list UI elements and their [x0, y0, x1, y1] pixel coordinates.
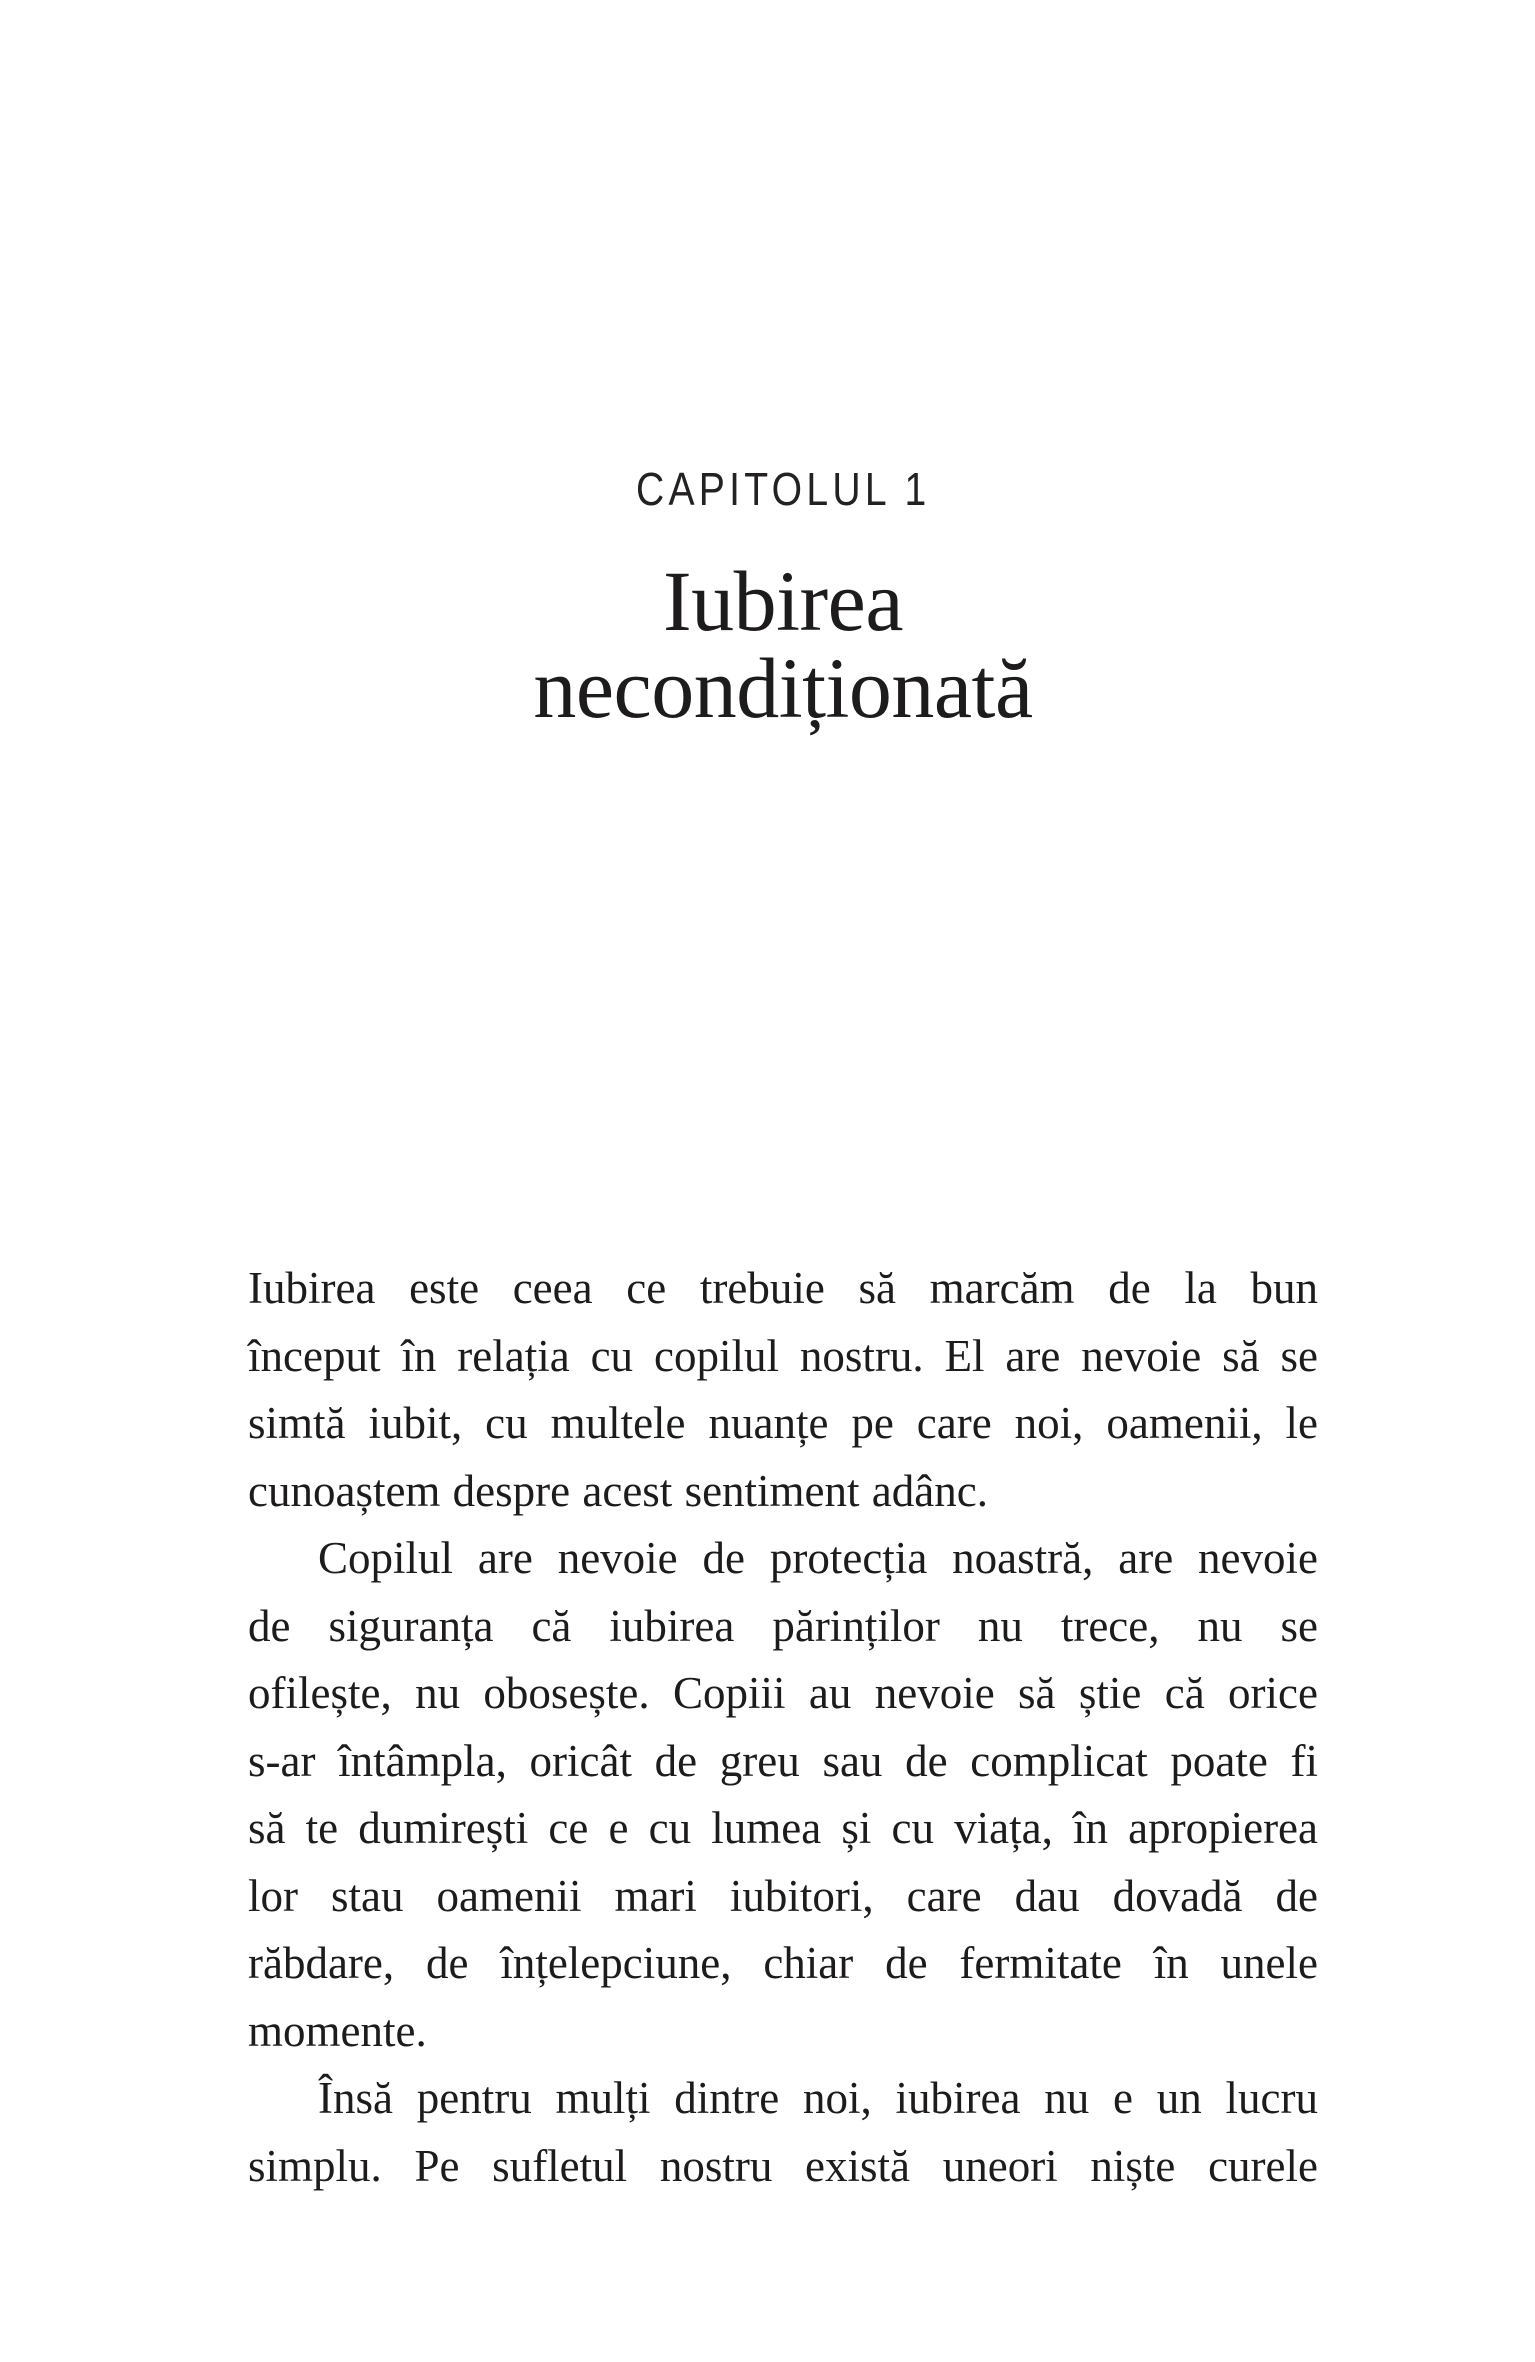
text-line: cunoaștem despre acest sentiment adânc.: [248, 1465, 988, 1516]
chapter-title-line-2: necondiționată: [533, 640, 1033, 736]
text-line: răbdare, de înțelepciune, chiar de fermitate în unele: [248, 1938, 1318, 1988]
text-line: să te dumirești ce e cu lumea și cu viața, în apropierea: [248, 1803, 1318, 1853]
text-line: lor stau oamenii mari iubitori, care dau dovadă de: [248, 1870, 1318, 1921]
text-line: momente.: [248, 2005, 427, 2056]
text-line: ofilește, nu obosește. Copiii au nevoie să știe că orice: [248, 1668, 1318, 1718]
text-line: Iubirea este ceea ce trebuie să marcăm de la bun: [248, 1263, 1318, 1313]
text-line: s-ar întâmpla, oricât de greu sau de complicat poate fi: [248, 1735, 1318, 1786]
chapter-title: [248, 553, 1318, 736]
text-line: Copilul are nevoie de protecția noastră, are nevoie: [318, 1533, 1318, 1583]
text-line: de siguranța că iubirea părinților nu trece, nu se: [248, 1600, 1318, 1651]
chapter-label: [248, 464, 1318, 514]
text-line: simtă iubit, cu multele nuanțe pe care noi, oamenii, le: [248, 1398, 1318, 1448]
chapter-title-line-1: Iubirea: [662, 553, 903, 649]
chapter-label-text: CAPITOLUL 1: [635, 463, 931, 515]
text-line: Însă pentru mulți dintre noi, iubirea nu e un lucru: [318, 2073, 1318, 2123]
text-line: început în relația cu copilul nostru. El are nevoie să se: [248, 1330, 1318, 1381]
text-line: simplu. Pe sufletul nostru există uneori niște curele: [248, 2140, 1318, 2191]
body-text: [248, 1255, 1318, 2200]
